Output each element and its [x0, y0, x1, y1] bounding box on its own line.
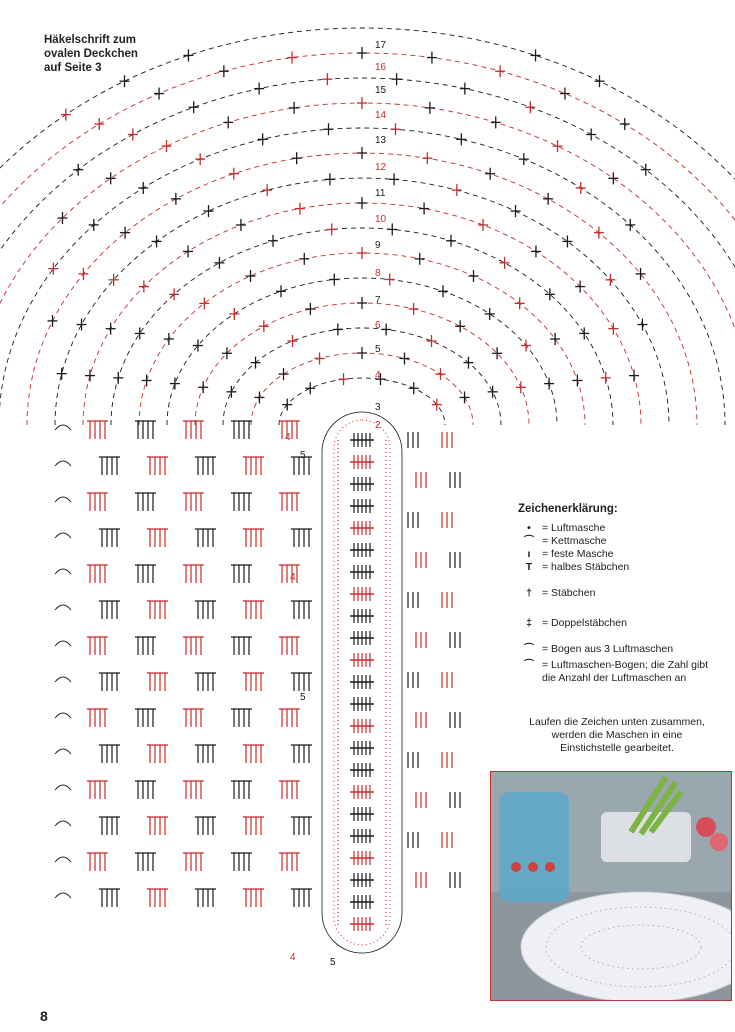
- round-arc: [251, 353, 473, 425]
- legend-row-hdc: [518, 560, 728, 582]
- round-number-label: 4: [375, 370, 381, 381]
- chain-arc: [55, 533, 71, 538]
- legend-row-slip: [518, 534, 728, 547]
- note-line: Einstichstelle gearbeitet.: [560, 742, 674, 754]
- round-arc: [0, 28, 735, 425]
- chain-arc: [55, 569, 71, 574]
- round-arc: [0, 103, 735, 425]
- round-arc: [279, 378, 445, 425]
- arc-count-label: 5: [330, 957, 336, 968]
- chain-arc: [55, 497, 71, 502]
- page-number: 8: [40, 1008, 48, 1024]
- legend-row-arc5-cont: [518, 671, 728, 684]
- round-arc: [0, 53, 735, 425]
- round-number-label: 14: [375, 110, 387, 121]
- legend-text: = Bogen aus 3 Luftmaschen: [542, 643, 674, 655]
- round-number-label: 16: [375, 62, 387, 73]
- legend-text: = Kettmasche: [542, 535, 607, 547]
- round-arc: [0, 128, 725, 425]
- legend-row-tr: [518, 612, 728, 642]
- round-number-label: 15: [375, 85, 387, 96]
- chain-arc: [55, 749, 71, 754]
- round-number-label: 13: [375, 135, 387, 146]
- legend-text: = Stäbchen: [542, 587, 596, 599]
- round-number-label: 5: [375, 344, 381, 355]
- legend: [518, 503, 728, 684]
- round-number-label: 3: [375, 402, 381, 413]
- dot-icon: •: [527, 522, 531, 534]
- legend-text: = Luftmasche: [542, 522, 606, 534]
- round-number-label: 11: [375, 188, 386, 199]
- chain-arc: [55, 713, 71, 718]
- legend-text: = Luftmaschen-Bogen; die Zahl gibt: [542, 659, 709, 671]
- title-line-2: ovalen Deckchen: [44, 48, 138, 60]
- legend-row-chain: [518, 521, 728, 534]
- arc-count-label: 5: [300, 692, 306, 703]
- arc-count-label: 5: [300, 450, 306, 461]
- chain-arc: [55, 425, 71, 430]
- note-line: werden die Maschen in eine: [551, 729, 683, 741]
- treble-crochet-icon: ‡: [526, 617, 532, 629]
- legend-heading: Zeichenerklärung:: [518, 503, 618, 515]
- slip-stitch-icon: ⌒: [523, 535, 535, 547]
- legend-row-arc3: [518, 642, 728, 658]
- arc-count-label: 4: [290, 572, 296, 583]
- legend-row-sc: [518, 547, 728, 560]
- round-number-label: 7: [375, 295, 381, 306]
- round-arc: [195, 303, 529, 425]
- doily-photo: [490, 771, 732, 1001]
- photo-illustration: [491, 772, 731, 1000]
- chain-arc-5-icon: ⌒: [523, 659, 535, 671]
- legend-text: = halbes Stäbchen: [542, 561, 630, 573]
- round-arc: [223, 328, 501, 425]
- double-crochet-icon: †: [526, 587, 532, 599]
- round-number-label: 8: [375, 268, 381, 279]
- title-line-1: Häkelschrift zum: [44, 34, 137, 46]
- arc-count-label: 4: [285, 432, 291, 443]
- title-line-3: auf Seite 3: [44, 62, 102, 74]
- legend-row-arc5: [518, 658, 728, 671]
- round-arc: [27, 153, 697, 425]
- half-double-icon: T: [525, 561, 533, 573]
- legend-text: die Anzahl der Luftmaschen an: [542, 672, 687, 684]
- legend-row-dc: [518, 582, 728, 612]
- chain-arc: [55, 893, 71, 898]
- round-number-label: 10: [375, 214, 387, 225]
- round-number-label: 2: [375, 420, 381, 431]
- legend-text: = Doppelstäbchen: [542, 617, 627, 629]
- chain-arc: [55, 605, 71, 610]
- arc-count-label: 4: [290, 952, 296, 963]
- note-line: Laufen die Zeichen unten zusammen,: [529, 716, 705, 728]
- chain-arc: [55, 641, 71, 646]
- round-number-label: 9: [375, 240, 381, 251]
- legend-text: = feste Masche: [542, 548, 614, 560]
- round-arc: [0, 78, 735, 425]
- round-arc: [83, 203, 641, 425]
- note: [512, 716, 722, 755]
- round-arc: [139, 253, 585, 425]
- chain-arc: [55, 677, 71, 682]
- chain-arc-icon: ⌒: [523, 643, 535, 655]
- round-number-label: 17: [375, 40, 387, 51]
- chain-arc: [55, 821, 71, 826]
- round-number-label: 12: [375, 162, 387, 173]
- chain-arc: [55, 461, 71, 466]
- chain-arc: [55, 857, 71, 862]
- single-crochet-icon: ı: [527, 548, 531, 560]
- round-number-label: 6: [375, 320, 381, 331]
- chain-arc: [55, 785, 71, 790]
